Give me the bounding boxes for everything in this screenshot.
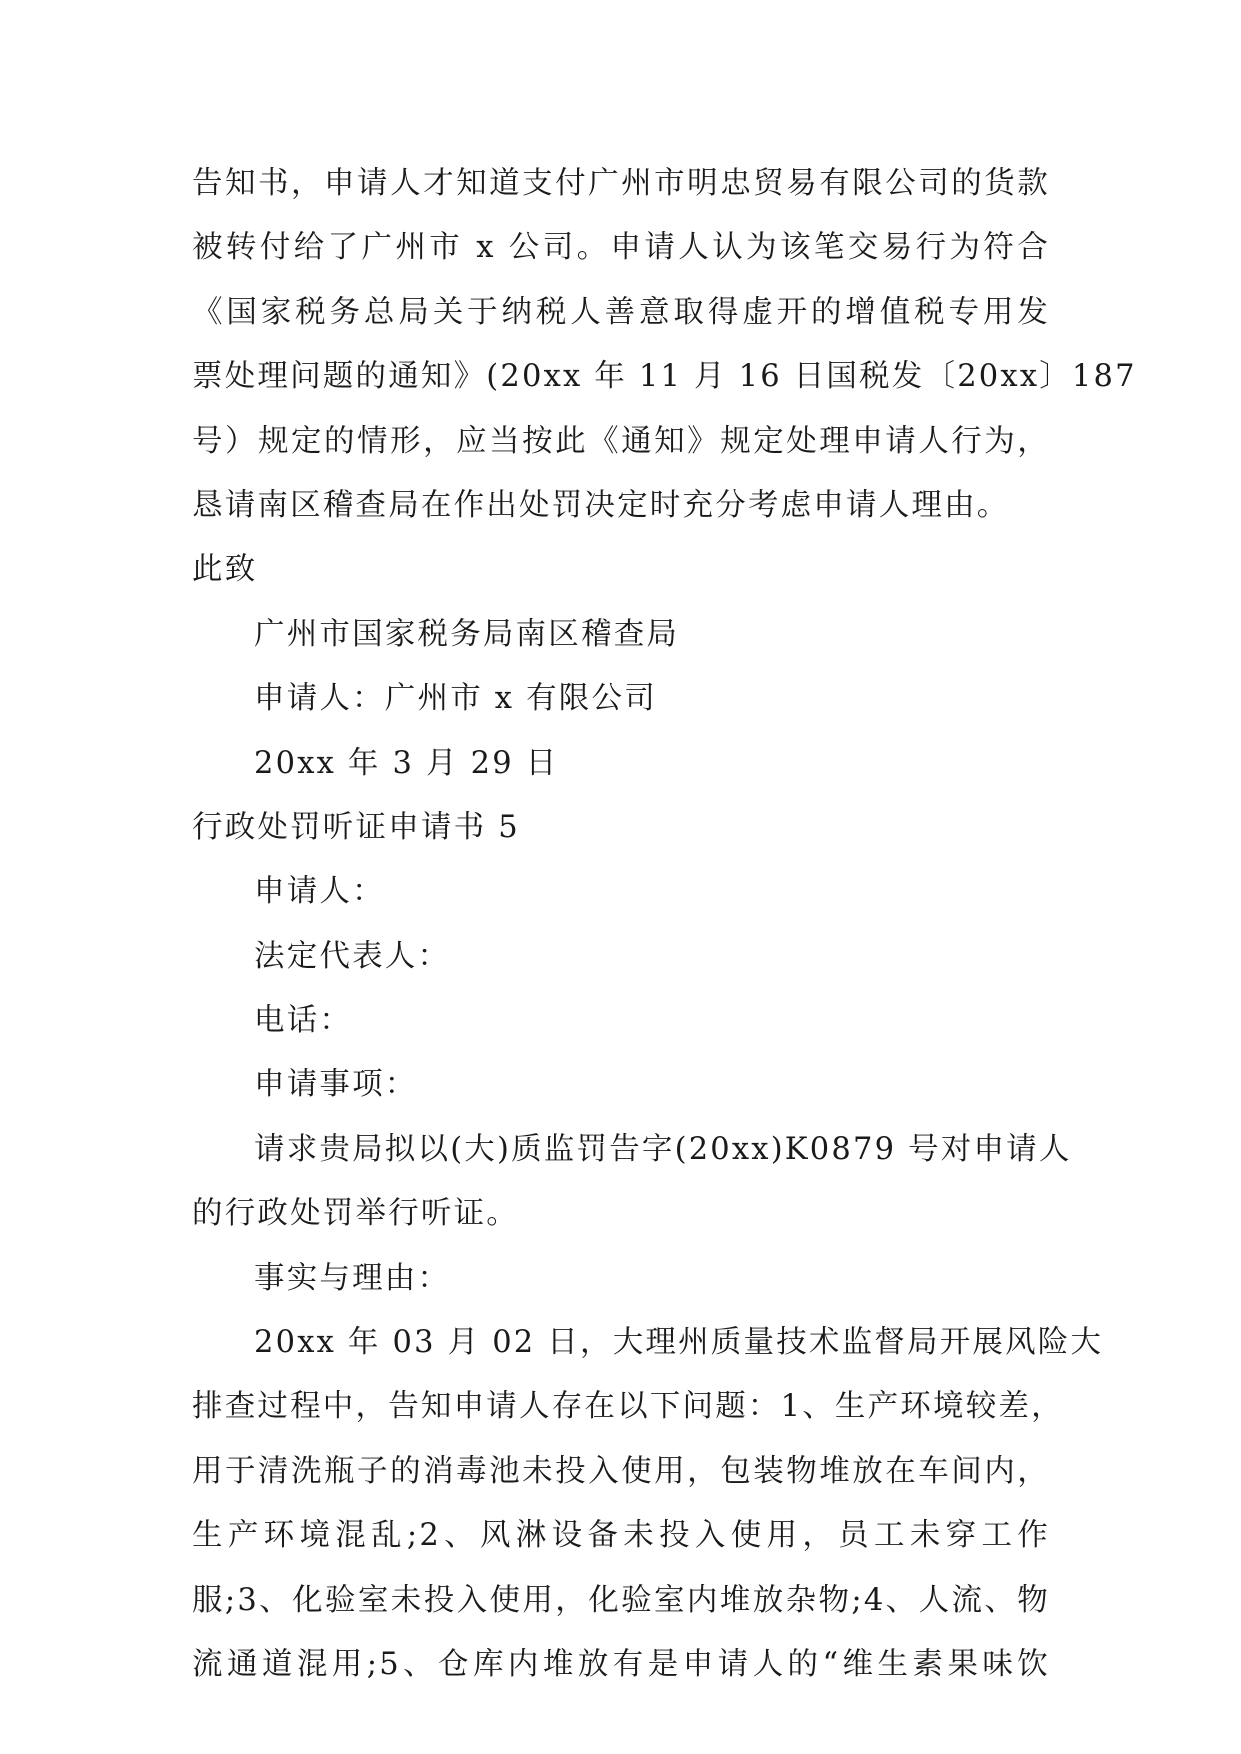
text-line: 票处理问题的通知》(20xx 年 11 月 16 日国税发〔20xx〕187 bbox=[192, 359, 1137, 395]
recipient: 广州市国家税务局南区稽查局 bbox=[254, 616, 680, 652]
field-application-items: 申请事项： bbox=[254, 1067, 418, 1103]
text-line: 《国家税务总局关于纳税人善意取得虚开的增值税专用发 bbox=[192, 294, 1050, 330]
text-line: 20xx 年 03 月 02 日，大理州质量技术监督局开展风险大 bbox=[254, 1325, 1104, 1361]
document-body bbox=[192, 152, 1137, 1697]
text-line: 恳请南区稽查局在作出处罚决定时充分考虑申请人理由。 bbox=[192, 487, 1010, 523]
signature-date: 20xx 年 3 月 29 日 bbox=[254, 745, 559, 781]
text-line: 服;3、化验室未投入使用，化验室内堆放杂物;4、人流、物 bbox=[192, 1582, 1050, 1618]
salutation: 此致 bbox=[192, 552, 258, 588]
text-line: 流通道混用;5、仓库内堆放有是申请人的“维生素果味饮 bbox=[192, 1646, 1050, 1682]
field-applicant: 申请人： bbox=[254, 874, 385, 910]
text-line: 请求贵局拟以(大)质监罚告字(20xx)K0879 号对申请人 bbox=[254, 1131, 1072, 1167]
text-line: 排查过程中，告知申请人存在以下问题：1、生产环境较差， bbox=[192, 1389, 1064, 1425]
text-line: 的行政处罚举行听证。 bbox=[192, 1196, 519, 1232]
text-line: 告知书，申请人才知道支付广州市明忠贸易有限公司的货款 bbox=[192, 166, 1050, 201]
applicant-signature: 申请人：广州市 x 有限公司 bbox=[254, 681, 657, 717]
text-line: 生产环境混乱;2、风淋设备未投入使用，员工未穿工作 bbox=[192, 1518, 1050, 1554]
section-title: 行政处罚听证申请书 5 bbox=[192, 809, 520, 845]
field-legal-representative: 法定代表人： bbox=[254, 938, 451, 974]
text-line: 用于清洗瓶子的消毒池未投入使用，包装物堆放在车间内， bbox=[192, 1453, 1050, 1489]
facts-heading: 事实与理由： bbox=[254, 1260, 451, 1296]
text-line: 号）规定的情形，应当按此《通知》规定处理申请人行为， bbox=[192, 423, 1050, 459]
field-phone: 电话： bbox=[254, 1003, 353, 1039]
text-line: 被转付给了广州市 x 公司。申请人认为该笔交易行为符合 bbox=[192, 230, 1050, 266]
